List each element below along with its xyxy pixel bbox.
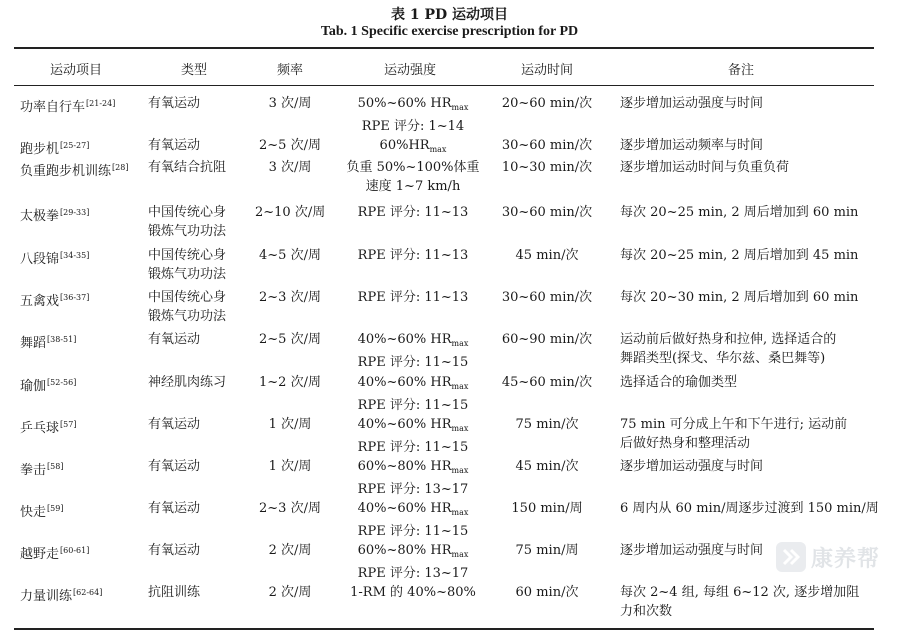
cell-item (20, 541, 89, 564)
frequency-value: 3 次/周 (268, 160, 312, 175)
cell-notes (620, 373, 737, 392)
notes-line: 每次 20~25 min, 2 周后增加到 60 min (620, 205, 859, 220)
duration-value: 10~30 min/次 (501, 160, 593, 175)
duration-value: 30~60 min/次 (501, 205, 593, 220)
top-rule (14, 47, 874, 49)
intensity-subscript: max (429, 145, 447, 154)
duration-value: 75 min/次 (515, 417, 579, 432)
intensity-line (343, 353, 483, 372)
cell-notes (620, 288, 858, 307)
intensity-line (343, 158, 483, 177)
item-name: 太极拳 (20, 209, 60, 224)
cell-notes (620, 136, 763, 155)
type-line: 有氧运动 (148, 459, 201, 474)
cell-intensity (343, 583, 483, 602)
cell-frequency (255, 499, 325, 518)
cell-duration (492, 457, 602, 476)
cell-item (20, 457, 63, 480)
cell-duration (492, 583, 602, 602)
intensity-line (343, 499, 483, 522)
cell-notes (620, 541, 763, 560)
cell-type (148, 541, 200, 560)
notes-line: 运动前后做好热身和拉伸, 选择适合的 (620, 332, 837, 347)
intensity-subscript: max (451, 339, 469, 348)
cell-intensity (343, 415, 483, 457)
intensity-line (343, 541, 483, 564)
cell-notes (620, 457, 763, 476)
type-line: 有氧运动 (148, 543, 201, 558)
cell-intensity (343, 457, 483, 499)
notes-line: 舞蹈类型(探戈、华尔兹、桑巴舞等) (620, 351, 826, 366)
reference-citation: [58] (47, 462, 64, 471)
intensity-subscript: max (451, 550, 469, 559)
frequency-value: 2~3 次/周 (259, 501, 321, 516)
intensity-line (343, 457, 483, 480)
item-name: 舞蹈 (20, 336, 47, 351)
intensity-line (343, 330, 483, 353)
cell-duration (492, 330, 602, 349)
notes-line: 后做好热身和整理活动 (620, 436, 751, 451)
cell-intensity (343, 541, 483, 583)
cell-intensity (343, 330, 483, 372)
notes-line: 逐步增加运动强度与时间 (620, 543, 764, 558)
cell-item (20, 94, 115, 117)
duration-value: 150 min/周 (511, 501, 583, 516)
intensity-text: RPE 评分: 11~15 (357, 524, 469, 539)
item-name: 拳击 (20, 463, 47, 478)
cell-item (20, 288, 89, 311)
cell-duration (492, 499, 602, 518)
cell-intensity (343, 94, 483, 136)
intensity-line (343, 522, 483, 541)
cell-frequency (255, 583, 325, 602)
cell-frequency (255, 246, 325, 265)
cell-frequency (255, 94, 325, 113)
cell-duration (492, 415, 602, 434)
item-name: 五禽戏 (20, 294, 60, 309)
intensity-text: RPE 评分: 11~13 (357, 290, 469, 305)
reference-citation: [21-24] (86, 99, 116, 108)
cell-intensity (343, 203, 483, 222)
type-line: 锻炼气功功法 (148, 224, 227, 239)
cell-item (20, 246, 89, 269)
cell-notes (620, 583, 859, 621)
cell-frequency (255, 415, 325, 434)
type-line: 中国传统心身 (148, 290, 227, 305)
reference-citation: [29-33] (60, 208, 90, 217)
intensity-subscript: max (451, 466, 469, 475)
cell-notes (620, 94, 763, 113)
reference-citation: [59] (47, 504, 64, 513)
frequency-value: 2~10 次/周 (255, 205, 326, 220)
header-item: 运动项目 (50, 63, 103, 78)
type-line: 锻炼气功功法 (148, 267, 227, 282)
table-caption-cn: 表 1 PD 运动项目 (390, 7, 509, 23)
intensity-text: RPE 评分: 13~17 (357, 566, 469, 581)
frequency-value: 2~5 次/周 (259, 138, 321, 153)
type-line: 抗阻训练 (148, 585, 201, 600)
cell-intensity (343, 499, 483, 541)
cell-item (20, 158, 128, 181)
header-notes: 备注 (728, 63, 755, 78)
notes-line: 6 周内从 60 min/周逐步过渡到 150 min/周 (620, 501, 879, 516)
notes-line: 每次 20~25 min, 2 周后增加到 45 min (620, 248, 859, 263)
cell-notes (620, 499, 879, 518)
duration-value: 60 min/次 (515, 585, 579, 600)
intensity-line (343, 288, 483, 307)
cell-type (148, 330, 200, 349)
intensity-line (343, 94, 483, 117)
cell-type (148, 415, 200, 434)
notes-line: 逐步增加运动频率与时间 (620, 138, 764, 153)
intensity-text: 40%~60% HR (357, 501, 452, 516)
cell-frequency (255, 457, 325, 476)
duration-value: 45 min/次 (515, 248, 579, 263)
duration-value: 30~60 min/次 (501, 138, 593, 153)
intensity-line (343, 396, 483, 415)
header-duration: 运动时间 (521, 63, 574, 78)
item-name: 负重跑步机训练 (20, 164, 112, 179)
cell-type (148, 499, 200, 518)
cell-type (148, 246, 226, 284)
intensity-text: RPE 评分: 13~17 (357, 482, 469, 497)
cell-item (20, 136, 89, 159)
item-name: 功率自行车 (20, 100, 86, 115)
cell-intensity (343, 246, 483, 265)
notes-line: 选择适合的瑜伽类型 (620, 375, 738, 390)
notes-line: 逐步增加运动强度与时间 (620, 459, 764, 474)
type-line: 中国传统心身 (148, 248, 227, 263)
intensity-text: 40%~60% HR (357, 375, 452, 390)
intensity-line (343, 373, 483, 396)
notes-line: 逐步增加运动时间与负重负荷 (620, 160, 790, 175)
cell-intensity (343, 288, 483, 307)
cell-type (148, 136, 200, 155)
intensity-text: 40%~60% HR (357, 332, 452, 347)
frequency-value: 1 次/周 (268, 417, 312, 432)
header-type: 类型 (181, 63, 208, 78)
cell-frequency (255, 136, 325, 155)
watermark-text: 康养帮 (811, 546, 881, 572)
duration-value: 75 min/周 (515, 543, 579, 558)
reference-citation: [57] (60, 420, 77, 429)
intensity-text: 60%~80% HR (357, 459, 452, 474)
reference-citation: [60-61] (60, 546, 90, 555)
item-name: 乒乓球 (20, 421, 60, 436)
intensity-text: 60%~80% HR (357, 543, 452, 558)
reference-citation: [52-56] (47, 378, 77, 387)
cell-intensity (343, 373, 483, 415)
type-line: 有氧结合抗阻 (148, 160, 227, 175)
reference-citation: [36-37] (60, 293, 90, 302)
item-name: 瑜伽 (20, 379, 47, 394)
item-name: 越野走 (20, 547, 60, 562)
cell-notes (620, 246, 858, 265)
duration-value: 45~60 min/次 (501, 375, 593, 390)
intensity-line (343, 177, 483, 196)
notes-line: 每次 2~4 组, 每组 6~12 次, 逐步增加阻 (620, 585, 860, 600)
frequency-value: 3 次/周 (268, 96, 312, 111)
frequency-value: 1~2 次/周 (259, 375, 321, 390)
notes-line: 逐步增加运动强度与时间 (620, 96, 764, 111)
header-rule (14, 85, 874, 86)
intensity-text: RPE 评分: 11~15 (357, 440, 469, 455)
intensity-subscript: max (451, 103, 469, 112)
cell-type (148, 158, 226, 177)
reference-citation: [38-51] (47, 335, 77, 344)
intensity-text: 负重 50%~100%体重 (346, 160, 480, 175)
intensity-subscript: max (451, 424, 469, 433)
cell-type (148, 94, 200, 113)
intensity-text: 速度 1~7 km/h (365, 179, 461, 194)
table-caption-en: Tab. 1 Specific exercise prescription for PD (320, 24, 579, 39)
intensity-line (343, 136, 483, 159)
type-line: 中国传统心身 (148, 205, 227, 220)
intensity-line (343, 415, 483, 438)
cell-notes (620, 203, 858, 222)
cell-intensity (343, 136, 483, 159)
item-name: 力量训练 (20, 589, 73, 604)
cell-notes (620, 330, 836, 368)
cell-item (20, 203, 89, 226)
intensity-text: 50%~60% HR (357, 96, 452, 111)
cell-duration (492, 373, 602, 392)
header-intensity: 运动强度 (384, 63, 437, 78)
type-line: 有氧运动 (148, 96, 201, 111)
item-name: 快走 (20, 505, 47, 520)
duration-value: 60~90 min/次 (501, 332, 593, 347)
cell-notes (620, 415, 847, 453)
cell-duration (492, 94, 602, 113)
frequency-value: 2~5 次/周 (259, 332, 321, 347)
intensity-text: RPE 评分: 11~15 (357, 398, 469, 413)
notes-line: 75 min 可分成上午和下午进行; 运动前 (620, 417, 848, 432)
intensity-text: RPE 评分: 1~14 (361, 119, 465, 134)
intensity-line (343, 583, 483, 602)
intensity-text: RPE 评分: 11~15 (357, 355, 469, 370)
cell-frequency (255, 158, 325, 177)
intensity-text: 60%HR (379, 138, 430, 153)
type-line: 有氧运动 (148, 417, 201, 432)
duration-value: 20~60 min/次 (501, 96, 593, 111)
type-line: 有氧运动 (148, 332, 201, 347)
intensity-line (343, 117, 483, 136)
cell-notes (620, 158, 789, 177)
cell-item (20, 330, 76, 353)
item-name: 跑步机 (20, 142, 60, 157)
reference-citation: [62-64] (73, 588, 103, 597)
cell-type (148, 457, 200, 476)
type-line: 锻炼气功功法 (148, 309, 227, 324)
cell-frequency (255, 541, 325, 560)
cell-duration (492, 288, 602, 307)
cell-type (148, 288, 226, 326)
type-line: 神经肌肉练习 (148, 375, 227, 390)
bottom-rule (14, 628, 874, 630)
cell-type (148, 373, 226, 392)
header-frequency: 频率 (277, 63, 304, 78)
frequency-value: 2~3 次/周 (259, 290, 321, 305)
cell-type (148, 203, 226, 241)
cell-duration (492, 541, 602, 560)
intensity-line (343, 480, 483, 499)
intensity-text: RPE 评分: 11~13 (357, 205, 469, 220)
intensity-text: 1-RM 的 40%~80% (350, 585, 476, 600)
item-name: 八段锦 (20, 252, 60, 267)
cell-duration (492, 203, 602, 222)
cell-item (20, 415, 76, 438)
cell-duration (492, 246, 602, 265)
cell-frequency (255, 373, 325, 392)
cell-item (20, 499, 63, 522)
reference-citation: [25-27] (60, 141, 90, 150)
cell-duration (492, 158, 602, 177)
cell-intensity (343, 158, 483, 196)
cell-type (148, 583, 200, 602)
frequency-value: 4~5 次/周 (259, 248, 321, 263)
type-line: 有氧运动 (148, 501, 201, 516)
duration-value: 45 min/次 (515, 459, 579, 474)
intensity-line (343, 438, 483, 457)
cell-frequency (255, 288, 325, 307)
intensity-line (343, 203, 483, 222)
reference-citation: [34-35] (60, 251, 90, 260)
cell-item (20, 373, 76, 396)
intensity-line (343, 564, 483, 583)
notes-line: 每次 20~30 min, 2 周后增加到 60 min (620, 290, 859, 305)
watermark (776, 540, 884, 574)
duration-value: 30~60 min/次 (501, 290, 593, 305)
intensity-text: 40%~60% HR (357, 417, 452, 432)
frequency-value: 1 次/周 (268, 459, 312, 474)
notes-line: 力和次数 (620, 604, 673, 619)
intensity-text: RPE 评分: 11~13 (357, 248, 469, 263)
intensity-line (343, 246, 483, 265)
frequency-value: 2 次/周 (268, 585, 312, 600)
watermark-logo-icon (776, 542, 806, 572)
cell-frequency (255, 330, 325, 349)
type-line: 有氧运动 (148, 138, 201, 153)
frequency-value: 2 次/周 (268, 543, 312, 558)
intensity-subscript: max (451, 508, 469, 517)
intensity-subscript: max (451, 382, 469, 391)
reference-citation: [28] (112, 163, 129, 172)
cell-item (20, 583, 102, 606)
cell-duration (492, 136, 602, 155)
cell-frequency (255, 203, 325, 222)
